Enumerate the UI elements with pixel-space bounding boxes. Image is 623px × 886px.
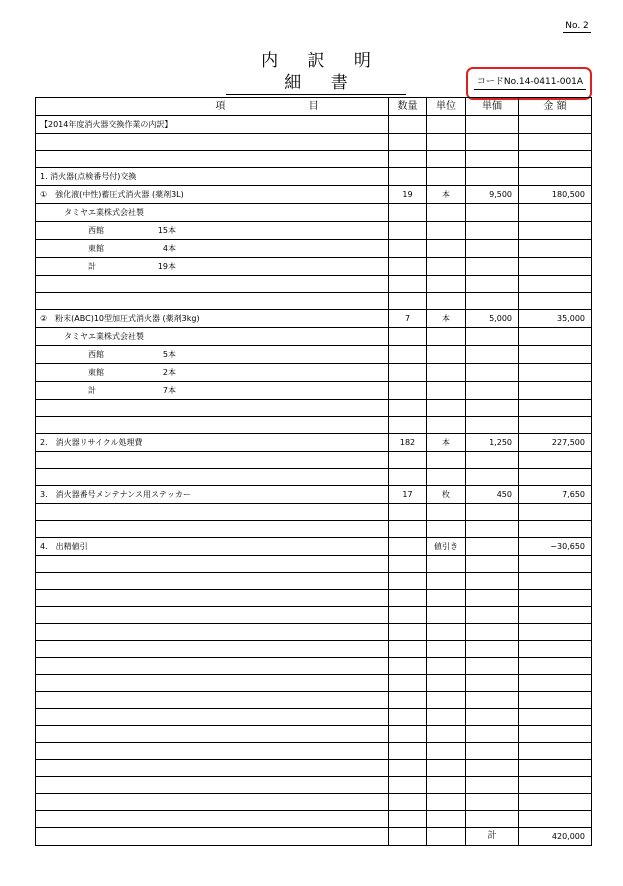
row-amount	[519, 417, 592, 434]
location-quantity: 5本	[162, 350, 176, 359]
row-unit	[427, 521, 466, 538]
row-amount	[519, 573, 592, 590]
table-row	[36, 538, 592, 556]
row-price	[466, 607, 519, 624]
table-row	[36, 310, 592, 328]
row-item	[36, 675, 389, 692]
row-amount	[519, 556, 592, 573]
row-item: 1. 消火器(点検番号付)交換	[36, 168, 389, 186]
row-unit	[427, 607, 466, 624]
row-qty	[389, 346, 427, 364]
row-amount	[519, 328, 592, 346]
row-amount	[519, 452, 592, 469]
row-item	[36, 222, 389, 240]
table-row	[36, 811, 592, 828]
row-unit: 本	[427, 434, 466, 452]
row-item	[36, 521, 389, 538]
row-unit	[427, 452, 466, 469]
row-price	[466, 590, 519, 607]
row-price	[466, 151, 519, 168]
row-qty	[389, 382, 427, 400]
row-qty	[389, 607, 427, 624]
table-row	[36, 382, 592, 400]
row-qty	[389, 811, 427, 828]
row-item	[36, 346, 389, 364]
row-unit	[427, 168, 466, 186]
location-quantity: 19本	[157, 262, 176, 271]
row-price	[466, 794, 519, 811]
row-qty	[389, 222, 427, 240]
row-unit	[427, 151, 466, 168]
row-unit	[427, 760, 466, 777]
table-row	[36, 658, 592, 675]
row-price	[466, 641, 519, 658]
table-row	[36, 573, 592, 590]
row-item: タミヤエ業株式会社製	[36, 204, 389, 222]
row-price	[466, 743, 519, 760]
location-name: 計	[88, 262, 96, 271]
row-unit	[427, 624, 466, 641]
row-item	[36, 760, 389, 777]
table-row	[36, 258, 592, 276]
row-amount	[519, 400, 592, 417]
row-unit	[427, 116, 466, 134]
row-qty	[389, 709, 427, 726]
row-item	[36, 293, 389, 310]
row-qty	[389, 417, 427, 434]
row-price	[466, 222, 519, 240]
row-amount	[519, 151, 592, 168]
code-number: コードNo.14-0411-001A	[474, 76, 586, 90]
row-qty	[389, 538, 427, 556]
row-qty	[389, 364, 427, 382]
row-item	[36, 276, 389, 293]
row-unit: 値引き	[427, 538, 466, 556]
row-price	[466, 675, 519, 692]
row-qty	[389, 293, 427, 310]
row-qty	[389, 794, 427, 811]
row-price	[466, 760, 519, 777]
row-amount	[519, 811, 592, 828]
document-title: 内 訳 明 細 書	[226, 50, 406, 95]
table-header-row	[36, 98, 592, 116]
row-item: 3. 消火器番号メンテナンス用ステッカー	[36, 486, 389, 504]
row-price	[466, 658, 519, 675]
table-row	[36, 186, 592, 204]
row-qty	[389, 469, 427, 486]
row-unit	[427, 346, 466, 364]
table-row	[36, 590, 592, 607]
row-amount	[519, 240, 592, 258]
row-item	[36, 556, 389, 573]
table-row	[36, 364, 592, 382]
row-amount	[519, 276, 592, 293]
header-qty: 数量	[389, 98, 427, 116]
row-qty	[389, 590, 427, 607]
table-row	[36, 134, 592, 151]
row-unit	[427, 258, 466, 276]
row-unit	[427, 328, 466, 346]
row-amount	[519, 760, 592, 777]
location-quantity: 15本	[157, 226, 176, 235]
row-qty	[389, 276, 427, 293]
row-unit	[427, 692, 466, 709]
row-item: 【2014年度消火器交換作業の内訳】	[36, 116, 389, 134]
row-unit	[427, 382, 466, 400]
row-qty	[389, 692, 427, 709]
row-price	[466, 538, 519, 556]
table-row	[36, 486, 592, 504]
row-unit	[427, 417, 466, 434]
row-price	[466, 346, 519, 364]
location-name: 計	[88, 386, 96, 395]
table-row	[36, 521, 592, 538]
total-blank-qty	[389, 828, 427, 846]
row-price: 9,500	[466, 186, 519, 204]
row-price: 5,000	[466, 310, 519, 328]
row-unit	[427, 504, 466, 521]
row-amount	[519, 794, 592, 811]
row-unit	[427, 743, 466, 760]
table-row	[36, 400, 592, 417]
row-amount	[519, 607, 592, 624]
table-row	[36, 293, 592, 310]
table-row	[36, 777, 592, 794]
row-price	[466, 573, 519, 590]
row-item	[36, 624, 389, 641]
header-item-right: 目	[308, 101, 319, 112]
row-item	[36, 151, 389, 168]
row-price	[466, 692, 519, 709]
row-qty	[389, 116, 427, 134]
location-name: 西館	[88, 350, 104, 359]
row-unit	[427, 573, 466, 590]
row-amount: 35,000	[519, 310, 592, 328]
header-price: 単価	[466, 98, 519, 116]
row-item	[36, 777, 389, 794]
row-unit	[427, 134, 466, 151]
row-price	[466, 293, 519, 310]
row-item	[36, 607, 389, 624]
row-item	[36, 469, 389, 486]
row-unit: 枚	[427, 486, 466, 504]
total-row	[36, 828, 592, 846]
row-amount	[519, 692, 592, 709]
row-qty	[389, 624, 427, 641]
row-qty	[389, 168, 427, 186]
row-amount	[519, 364, 592, 382]
header-unit: 単位	[427, 98, 466, 116]
row-qty	[389, 521, 427, 538]
row-unit	[427, 777, 466, 794]
row-item	[36, 794, 389, 811]
row-item	[36, 452, 389, 469]
detail-table	[35, 97, 592, 846]
header-amount: 金 額	[519, 98, 592, 116]
row-unit	[427, 709, 466, 726]
row-price	[466, 624, 519, 641]
row-qty	[389, 743, 427, 760]
row-unit	[427, 400, 466, 417]
row-amount: 7,650	[519, 486, 592, 504]
row-item	[36, 590, 389, 607]
row-unit	[427, 556, 466, 573]
page-number: No. 2	[563, 20, 591, 33]
row-amount	[519, 726, 592, 743]
table-row	[36, 692, 592, 709]
row-qty	[389, 328, 427, 346]
row-item	[36, 134, 389, 151]
row-amount	[519, 777, 592, 794]
table-row	[36, 151, 592, 168]
row-price	[466, 811, 519, 828]
table-row	[36, 504, 592, 521]
table-row	[36, 276, 592, 293]
row-price	[466, 417, 519, 434]
row-unit	[427, 240, 466, 258]
row-amount	[519, 743, 592, 760]
row-item	[36, 573, 389, 590]
row-unit	[427, 469, 466, 486]
row-qty	[389, 400, 427, 417]
row-price	[466, 556, 519, 573]
row-item	[36, 658, 389, 675]
location-name: 西館	[88, 226, 104, 235]
row-unit	[427, 364, 466, 382]
row-unit	[427, 204, 466, 222]
table-row	[36, 675, 592, 692]
table-row	[36, 434, 592, 452]
row-qty	[389, 452, 427, 469]
row-amount	[519, 293, 592, 310]
total-blank-item	[36, 828, 389, 846]
table-row	[36, 743, 592, 760]
row-qty	[389, 726, 427, 743]
location-quantity: 4本	[162, 244, 176, 253]
row-unit	[427, 590, 466, 607]
row-unit	[427, 794, 466, 811]
row-qty: 17	[389, 486, 427, 504]
row-amount	[519, 624, 592, 641]
row-item	[36, 743, 389, 760]
table-row	[36, 116, 592, 134]
row-item	[36, 726, 389, 743]
row-qty: 182	[389, 434, 427, 452]
row-amount	[519, 346, 592, 364]
row-unit	[427, 811, 466, 828]
row-item: ② 粉末(ABC)10型加圧式消火器 (薬剤3kg)	[36, 310, 389, 328]
row-unit: 本	[427, 310, 466, 328]
row-amount	[519, 590, 592, 607]
total-label: 計	[466, 828, 519, 846]
table-row	[36, 726, 592, 743]
row-unit	[427, 658, 466, 675]
row-unit: 本	[427, 186, 466, 204]
row-price: 450	[466, 486, 519, 504]
row-qty	[389, 258, 427, 276]
row-item	[36, 811, 389, 828]
row-amount	[519, 504, 592, 521]
row-price	[466, 258, 519, 276]
table-row	[36, 794, 592, 811]
row-price	[466, 116, 519, 134]
row-price	[466, 240, 519, 258]
row-amount	[519, 204, 592, 222]
row-qty	[389, 151, 427, 168]
table-row	[36, 328, 592, 346]
row-item: 4. 出精値引	[36, 538, 389, 556]
row-price	[466, 276, 519, 293]
row-qty: 19	[389, 186, 427, 204]
row-item: ① 強化液(中性)蓄圧式消火器 (薬剤3L)	[36, 186, 389, 204]
header-item	[36, 98, 389, 116]
row-item	[36, 382, 389, 400]
row-amount	[519, 222, 592, 240]
row-amount	[519, 521, 592, 538]
row-price	[466, 204, 519, 222]
table-row	[36, 607, 592, 624]
row-price	[466, 134, 519, 151]
row-amount	[519, 709, 592, 726]
row-amount: 227,500	[519, 434, 592, 452]
row-item	[36, 400, 389, 417]
row-qty	[389, 556, 427, 573]
row-price	[466, 504, 519, 521]
row-item	[36, 692, 389, 709]
row-price	[466, 168, 519, 186]
table-row	[36, 240, 592, 258]
row-price	[466, 726, 519, 743]
header-item-left: 項	[215, 101, 226, 112]
row-amount	[519, 469, 592, 486]
table-row	[36, 641, 592, 658]
row-price	[466, 400, 519, 417]
row-item: タミヤエ業株式会社製	[36, 328, 389, 346]
row-item	[36, 258, 389, 276]
row-qty	[389, 641, 427, 658]
total-blank-unit	[427, 828, 466, 846]
row-item	[36, 364, 389, 382]
row-price	[466, 521, 519, 538]
row-qty	[389, 658, 427, 675]
row-item: 2. 消火器リサイクル処理費	[36, 434, 389, 452]
table-row	[36, 204, 592, 222]
row-price	[466, 709, 519, 726]
location-quantity: 7本	[162, 386, 176, 395]
row-qty	[389, 675, 427, 692]
row-amount: 180,500	[519, 186, 592, 204]
row-unit	[427, 293, 466, 310]
table-row	[36, 624, 592, 641]
location-quantity: 2本	[162, 368, 176, 377]
row-amount	[519, 168, 592, 186]
table-row	[36, 168, 592, 186]
row-amount	[519, 641, 592, 658]
row-amount	[519, 675, 592, 692]
table-row	[36, 760, 592, 777]
row-qty: 7	[389, 310, 427, 328]
row-qty	[389, 777, 427, 794]
table-row	[36, 709, 592, 726]
table-row	[36, 346, 592, 364]
row-item	[36, 641, 389, 658]
row-amount	[519, 134, 592, 151]
row-item	[36, 417, 389, 434]
total-amount: 420,000	[519, 828, 592, 846]
row-unit	[427, 222, 466, 240]
row-price	[466, 469, 519, 486]
row-qty	[389, 240, 427, 258]
row-price	[466, 382, 519, 400]
row-unit	[427, 641, 466, 658]
location-name: 東館	[88, 244, 104, 253]
row-qty	[389, 504, 427, 521]
table-row	[36, 417, 592, 434]
row-price	[466, 328, 519, 346]
row-unit	[427, 276, 466, 293]
row-price	[466, 364, 519, 382]
location-name: 東館	[88, 368, 104, 377]
row-unit	[427, 726, 466, 743]
row-price	[466, 777, 519, 794]
table-row	[36, 469, 592, 486]
row-amount	[519, 116, 592, 134]
row-qty	[389, 760, 427, 777]
table-row	[36, 452, 592, 469]
row-amount	[519, 658, 592, 675]
table-row	[36, 222, 592, 240]
row-qty	[389, 204, 427, 222]
row-amount	[519, 258, 592, 276]
row-item	[36, 504, 389, 521]
row-unit	[427, 675, 466, 692]
row-item	[36, 709, 389, 726]
row-item	[36, 240, 389, 258]
row-qty	[389, 573, 427, 590]
row-amount: −30,650	[519, 538, 592, 556]
row-amount	[519, 382, 592, 400]
row-price	[466, 452, 519, 469]
table-row	[36, 556, 592, 573]
row-qty	[389, 134, 427, 151]
row-price: 1,250	[466, 434, 519, 452]
